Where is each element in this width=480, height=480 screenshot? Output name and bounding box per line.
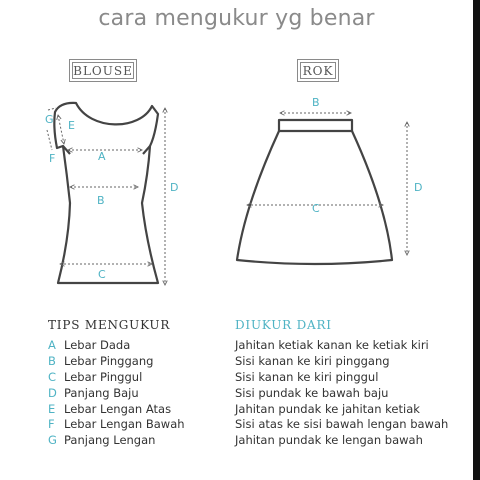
page-title: cara mengukur yg benar — [98, 6, 375, 31]
tips-label: Lebar Lengan Bawah — [64, 417, 185, 432]
diukur-item: Sisi kanan ke kiri pinggang — [235, 353, 390, 368]
diukur-list — [235, 338, 448, 449]
diukur-item: Jahitan ketiak kanan ke ketiak kiri — [235, 338, 429, 352]
tips-key: E — [48, 401, 56, 416]
blouse-label-d: D — [170, 181, 179, 194]
diukur-item: Jahitan pundak ke jahitan ketiak — [235, 401, 420, 416]
tips-item — [48, 338, 185, 354]
blouse-label-a: A — [98, 150, 106, 163]
tips-label: Lebar Lengan Atas — [64, 401, 172, 416]
blouse-label-e: E — [68, 119, 75, 132]
blouse-e-line — [58, 115, 64, 144]
blouse-label-b: B — [97, 194, 105, 207]
blouse-f-line — [47, 130, 52, 150]
tips-item — [48, 354, 185, 370]
diukur-heading: DIUKUR DARI — [235, 318, 332, 332]
tips-list — [48, 338, 185, 449]
rok-label-c: C — [312, 202, 320, 215]
diukur-item: Sisi kanan ke kiri pinggul — [235, 369, 379, 384]
tips-label: Lebar Pinggul — [64, 369, 143, 384]
tips-item — [48, 386, 185, 402]
tips-label: Lebar Pinggang — [64, 353, 154, 368]
tips-key: B — [48, 353, 56, 368]
diukur-item: Sisi pundak ke bawah baju — [235, 385, 389, 400]
tips-item — [48, 433, 185, 449]
tips-heading: TIPS MENGUKUR — [48, 318, 171, 332]
tips-label: Panjang Baju — [64, 385, 139, 400]
blouse-label-f: F — [49, 152, 56, 165]
tips-label: Panjang Lengan — [64, 433, 156, 448]
tips-item — [48, 417, 185, 433]
tips-key: G — [48, 433, 57, 448]
tips-item — [48, 402, 185, 418]
rok-label-b: B — [312, 96, 320, 109]
blouse-label-g: G — [45, 113, 54, 126]
tips-item — [48, 370, 185, 386]
diukur-item: Jahitan pundak ke lengan bawah — [235, 433, 423, 448]
rok-label-d: D — [414, 181, 423, 194]
tips-key: F — [48, 417, 55, 432]
tips-key: A — [48, 338, 56, 352]
tips-label: Lebar Dada — [64, 338, 131, 352]
diukur-item: Sisi atas ke sisi bawah lengan bawah — [235, 417, 449, 432]
tips-key: C — [48, 369, 57, 384]
tips-key: D — [48, 385, 57, 400]
blouse-label-c: C — [98, 268, 106, 281]
rok-illustration — [237, 120, 392, 264]
rok-tag-label: ROK — [302, 63, 334, 78]
blouse-g-line — [48, 108, 56, 110]
blouse-tag-label: BLOUSE — [73, 63, 133, 78]
